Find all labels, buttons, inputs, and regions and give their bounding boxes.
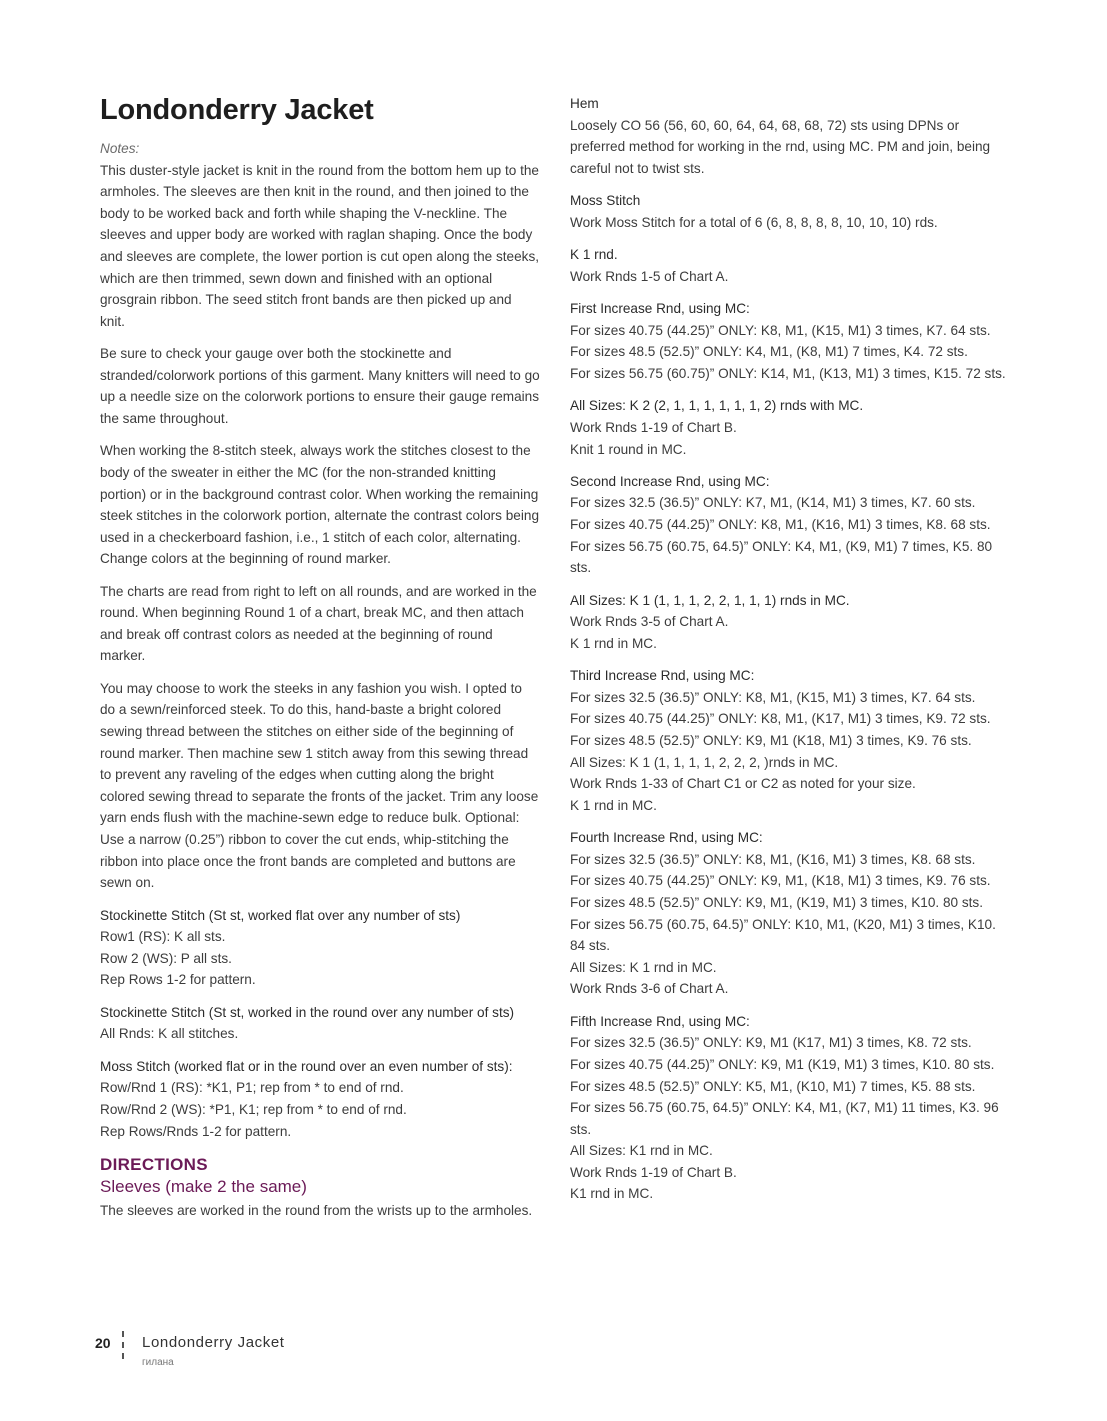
instruction-line: For sizes 32.5 (36.5)” ONLY: K7, M1, (K14, M1) 3 times, K7. 60 sts. bbox=[570, 495, 976, 511]
notes-paragraph: This duster-style jacket is knit in the round from the bottom hem up to the armholes. The sleeves are then knit in the round, and then joined to the body to be worked back and forth while shaping the V-neckline. The sleeves and upper body are worked with raglan shaping. Once the body and sleeves are complete, the lower portion is cut open along the steeks, which are then trimmed, sewn down and finished with an optional grosgrain ribbon. The seed stitch front bands are then picked up and knit. bbox=[100, 162, 540, 329]
instruction-block bbox=[570, 190, 1010, 233]
instruction-line: Row1 (RS): K all sts. bbox=[100, 929, 226, 945]
instruction-line: For sizes 48.5 (52.5)” ONLY: K5, M1, (K10, M1) 7 times, K5. 88 sts. bbox=[570, 1078, 976, 1094]
instruction-block bbox=[570, 395, 1010, 460]
instruction-line: Work Rnds 3-5 of Chart A. bbox=[570, 614, 729, 630]
block-heading: Moss Stitch (worked flat or in the round over an even number of sts): bbox=[100, 1058, 513, 1074]
instruction-line: For sizes 56.75 (60.75, 64.5)” ONLY: K4, M1, (K7, M1) 11 times, K3. 96 sts. bbox=[570, 1100, 999, 1137]
instruction-line: Rep Rows 1-2 for pattern. bbox=[100, 972, 256, 988]
instruction-line: Row/Rnd 1 (RS): *K1, P1; rep from * to end of rnd. bbox=[100, 1080, 404, 1096]
instruction-line: Loosely CO 56 (56, 60, 60, 64, 64, 68, 68, 72) sts using DPNs or preferred method for working in the rnd, using MC. PM and join, being careful not to twist sts. bbox=[570, 117, 991, 176]
instruction-block bbox=[570, 93, 1010, 179]
block-heading: Third Increase Rnd, using MC: bbox=[570, 668, 755, 684]
instruction-line: Row/Rnd 2 (WS): *P1, K1; rep from * to end of rnd. bbox=[100, 1101, 407, 1117]
block-heading: Stockinette Stitch (St st, worked in the round over any number of sts) bbox=[100, 1004, 515, 1020]
instruction-block bbox=[570, 1011, 1010, 1205]
instruction-line: For sizes 32.5 (36.5)” ONLY: K8, M1, (K16, M1) 3 times, K8. 68 sts. bbox=[570, 851, 976, 867]
notes-paragraphs bbox=[100, 160, 540, 894]
instruction-line: For sizes 32.5 (36.5)” ONLY: K8, M1, (K15, M1) 3 times, K7. 64 sts. bbox=[570, 689, 976, 705]
page-title: Londonderry Jacket bbox=[100, 94, 374, 126]
instruction-line: For sizes 40.75 (44.25)” ONLY: K8, M1, (K15, M1) 3 times, K7. 64 sts. bbox=[570, 322, 991, 338]
instruction-block bbox=[570, 590, 1010, 655]
notes-paragraph: When working the 8-stitch steek, always work the stitches closest to the body of the sweater in either the MC (for the non-stranded knitting portion) or in the background contrast color. When working the remaining steek stitches in the colorwork portion, alternate the contrast colors being used in a checkerboard fashion, i.e., 1 stitch of each color, alternating. Change colors at the beginning of round marker. bbox=[100, 443, 540, 567]
notes-label: Notes: bbox=[100, 141, 140, 156]
instruction-line: For sizes 40.75 (44.25)” ONLY: K9, M1, (K18, M1) 3 times, K9. 76 sts. bbox=[570, 873, 991, 889]
instruction-line: K1 rnd in MC. bbox=[570, 1186, 654, 1202]
block-heading: Fifth Increase Rnd, using MC: bbox=[570, 1013, 750, 1029]
instruction-line: Work Rnds 1-5 of Chart A. bbox=[570, 268, 729, 284]
instruction-line: Rep Rows/Rnds 1-2 for pattern. bbox=[100, 1123, 292, 1139]
stitch-definitions bbox=[100, 905, 540, 1143]
instruction-block bbox=[570, 471, 1010, 579]
instruction-line: Work Rnds 1-19 of Chart B. bbox=[570, 1164, 737, 1180]
block-heading: Stockinette Stitch (St st, worked flat over any number of sts) bbox=[100, 907, 461, 923]
instruction-line: For sizes 40.75 (44.25)” ONLY: K8, M1, (K16, M1) 3 times, K8. 68 sts. bbox=[570, 517, 991, 533]
instruction-block bbox=[570, 665, 1010, 816]
instruction-line: For sizes 56.75 (60.75)” ONLY: K14, M1, (K13, M1) 3 times, K15. 72 sts. bbox=[570, 365, 1006, 381]
notes-paragraph: You may choose to work the steeks in any fashion you wish. I opted to do a sewn/reinforced steek. To do this, hand-baste a bright colored sewing thread between the stitches on either side of the beginning of round marker. Then machine sew 1 stitch away from this sewing thread to prevent any raveling of the edges when cutting along the bright colored sewing thread to separate the fronts of the jacket. Trim any loose yarn ends flush with the machine-sewn edge to reduce bulk. Optional: Use a narrow (0.25”) ribbon to cover the cut ends, whip-stitching the ribbon into place once the front bands are completed and buttons are sewn on. bbox=[100, 680, 539, 891]
instruction-line: All Sizes: K 1 (1, 1, 1, 1, 2, 2, 2, )rnds in MC. bbox=[570, 754, 839, 770]
block-heading: All Sizes: K 2 (2, 1, 1, 1, 1, 1, 1, 2) rnds with MC. bbox=[570, 398, 864, 414]
instruction-line: For sizes 48.5 (52.5)” ONLY: K9, M1, (K19, M1) 3 times, K10. 80 sts. bbox=[570, 894, 984, 910]
instruction-line: Work Rnds 1-33 of Chart C1 or C2 as noted for your size. bbox=[570, 776, 916, 792]
block-heading: Hem bbox=[570, 96, 599, 111]
left-column bbox=[100, 92, 540, 1222]
block-heading: All Sizes: K 1 (1, 1, 1, 2, 2, 1, 1, 1) rnds in MC. bbox=[570, 592, 850, 608]
block-heading: K 1 rnd. bbox=[570, 247, 618, 263]
instruction-line: All Rnds: K all stitches. bbox=[100, 1026, 239, 1042]
instruction-line: K 1 rnd in MC. bbox=[570, 797, 657, 813]
stitch-block bbox=[100, 1056, 540, 1142]
stitch-block bbox=[100, 905, 540, 991]
instruction-line: Knit 1 round in MC. bbox=[570, 441, 687, 457]
footer-divider bbox=[122, 1331, 124, 1359]
instruction-line: For sizes 48.5 (52.5)” ONLY: K9, M1 (K18, M1) 3 times, K9. 76 sts. bbox=[570, 733, 972, 749]
block-heading: Fourth Increase Rnd, using MC: bbox=[570, 830, 763, 846]
instruction-line: Work Rnds 3-6 of Chart A. bbox=[570, 981, 729, 997]
instruction-line: For sizes 56.75 (60.75, 64.5)” ONLY: K4, M1, (K9, M1) 7 times, K5. 80 sts. bbox=[570, 538, 993, 576]
instruction-line: For sizes 48.5 (52.5)” ONLY: K4, M1, (K8, M1) 7 times, K4. 72 sts. bbox=[570, 344, 968, 360]
instruction-line: All Sizes: K 1 rnd in MC. bbox=[570, 959, 717, 975]
instruction-block bbox=[570, 298, 1010, 384]
footer-subtitle: гилана bbox=[142, 1357, 174, 1368]
page-number: 20 bbox=[95, 1335, 111, 1351]
instruction-line: Row 2 (WS): P all sts. bbox=[100, 950, 232, 966]
block-heading: Moss Stitch bbox=[570, 193, 641, 209]
footer-title: Londonderry Jacket bbox=[142, 1334, 285, 1351]
sleeve-instructions bbox=[570, 93, 1010, 1205]
instruction-line: For sizes 32.5 (36.5)” ONLY: K9, M1 (K17, M1) 3 times, K8. 72 sts. bbox=[570, 1035, 972, 1051]
notes-paragraph: Be sure to check your gauge over both the stockinette and stranded/colorwork portions of this garment. Many knitters will need to go up a needle size on the colorwork portions to ensure their gauge remains the same throughout. bbox=[100, 346, 540, 426]
instruction-block bbox=[570, 244, 1010, 287]
directions-heading: DIRECTIONS bbox=[100, 1155, 208, 1175]
instruction-line: Work Moss Stitch for a total of 6 (6, 8, 8, 8, 8, 10, 10, 10) rds. bbox=[570, 214, 938, 230]
notes-paragraph: The charts are read from right to left on all rounds, and are worked in the round. When beginning Round 1 of a chart, break MC, and then attach and break off contrast colors as needed at the beginning of round marker. bbox=[100, 583, 537, 664]
instruction-line: For sizes 40.75 (44.25)” ONLY: K8, M1, (K17, M1) 3 times, K9. 72 sts. bbox=[570, 711, 991, 727]
instruction-line: For sizes 56.75 (60.75, 64.5)” ONLY: K10, M1, (K20, M1) 3 times, K10. 84 sts. bbox=[570, 916, 996, 954]
sleeves-heading: Sleeves (make 2 the same) bbox=[100, 1177, 307, 1197]
instruction-line: K 1 rnd in MC. bbox=[570, 635, 657, 651]
stitch-block bbox=[100, 1002, 540, 1045]
block-heading: First Increase Rnd, using MC: bbox=[570, 301, 750, 317]
block-heading: Second Increase Rnd, using MC: bbox=[570, 473, 770, 489]
instruction-line: For sizes 40.75 (44.25)” ONLY: K9, M1 (K19, M1) 3 times, K10. 80 sts. bbox=[570, 1056, 995, 1072]
instruction-line: All Sizes: K1 rnd in MC. bbox=[570, 1143, 713, 1159]
sleeves-text: The sleeves are worked in the round from the wrists up to the armholes. bbox=[100, 1203, 533, 1219]
instruction-line: Work Rnds 1-19 of Chart B. bbox=[570, 419, 737, 435]
right-column bbox=[570, 93, 1010, 1216]
instruction-block bbox=[570, 827, 1010, 1000]
